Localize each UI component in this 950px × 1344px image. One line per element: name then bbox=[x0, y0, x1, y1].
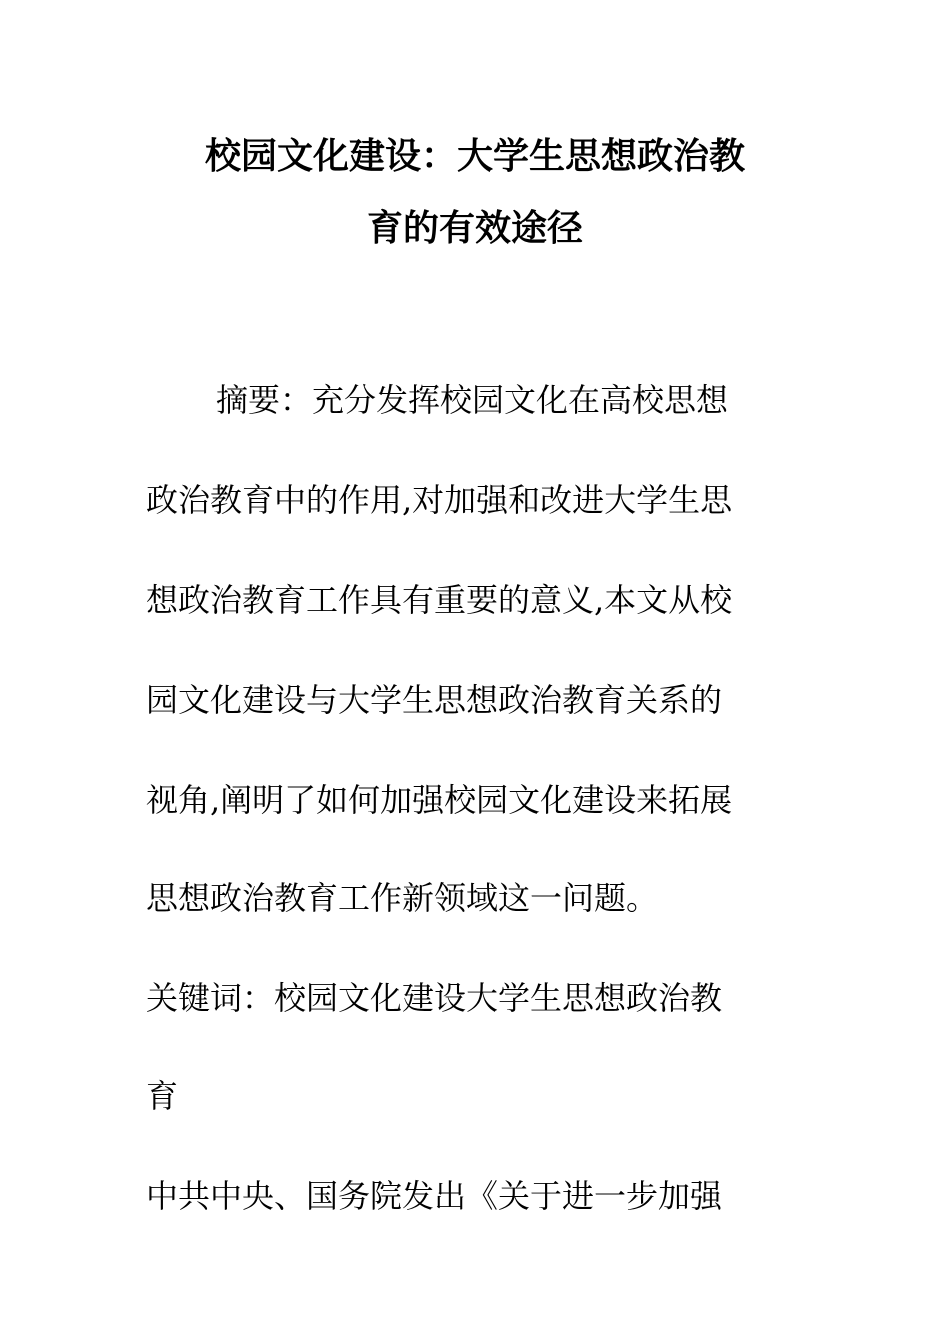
keywords-line-1: 关键词：校园文化建设大学生思想政治教 bbox=[146, 979, 723, 1017]
body-line-1: 中共中央、国务院发出《关于进一步加强 bbox=[146, 1177, 723, 1215]
abstract-line-3: 想政治教育工作具有重要的意义,本文从校 bbox=[146, 581, 733, 619]
abstract-line-2: 政治教育中的作用,对加强和改进大学生思 bbox=[146, 481, 733, 519]
abstract-line-5: 视角,阐明了如何加强校园文化建设来拓展 bbox=[146, 781, 733, 819]
title-line-1: 校园文化建设：大学生思想政治教 bbox=[204, 135, 745, 177]
abstract-line-4: 园文化建设与大学生思想政治教育关系的 bbox=[146, 681, 723, 719]
title-line-2: 育的有效途径 bbox=[366, 207, 583, 249]
keywords-line-2: 育 bbox=[146, 1077, 179, 1115]
abstract-line-1: 摘要：充分发挥校园文化在高校思想 bbox=[216, 381, 729, 419]
abstract-line-6: 思想政治教育工作新领域这一问题。 bbox=[146, 879, 659, 917]
